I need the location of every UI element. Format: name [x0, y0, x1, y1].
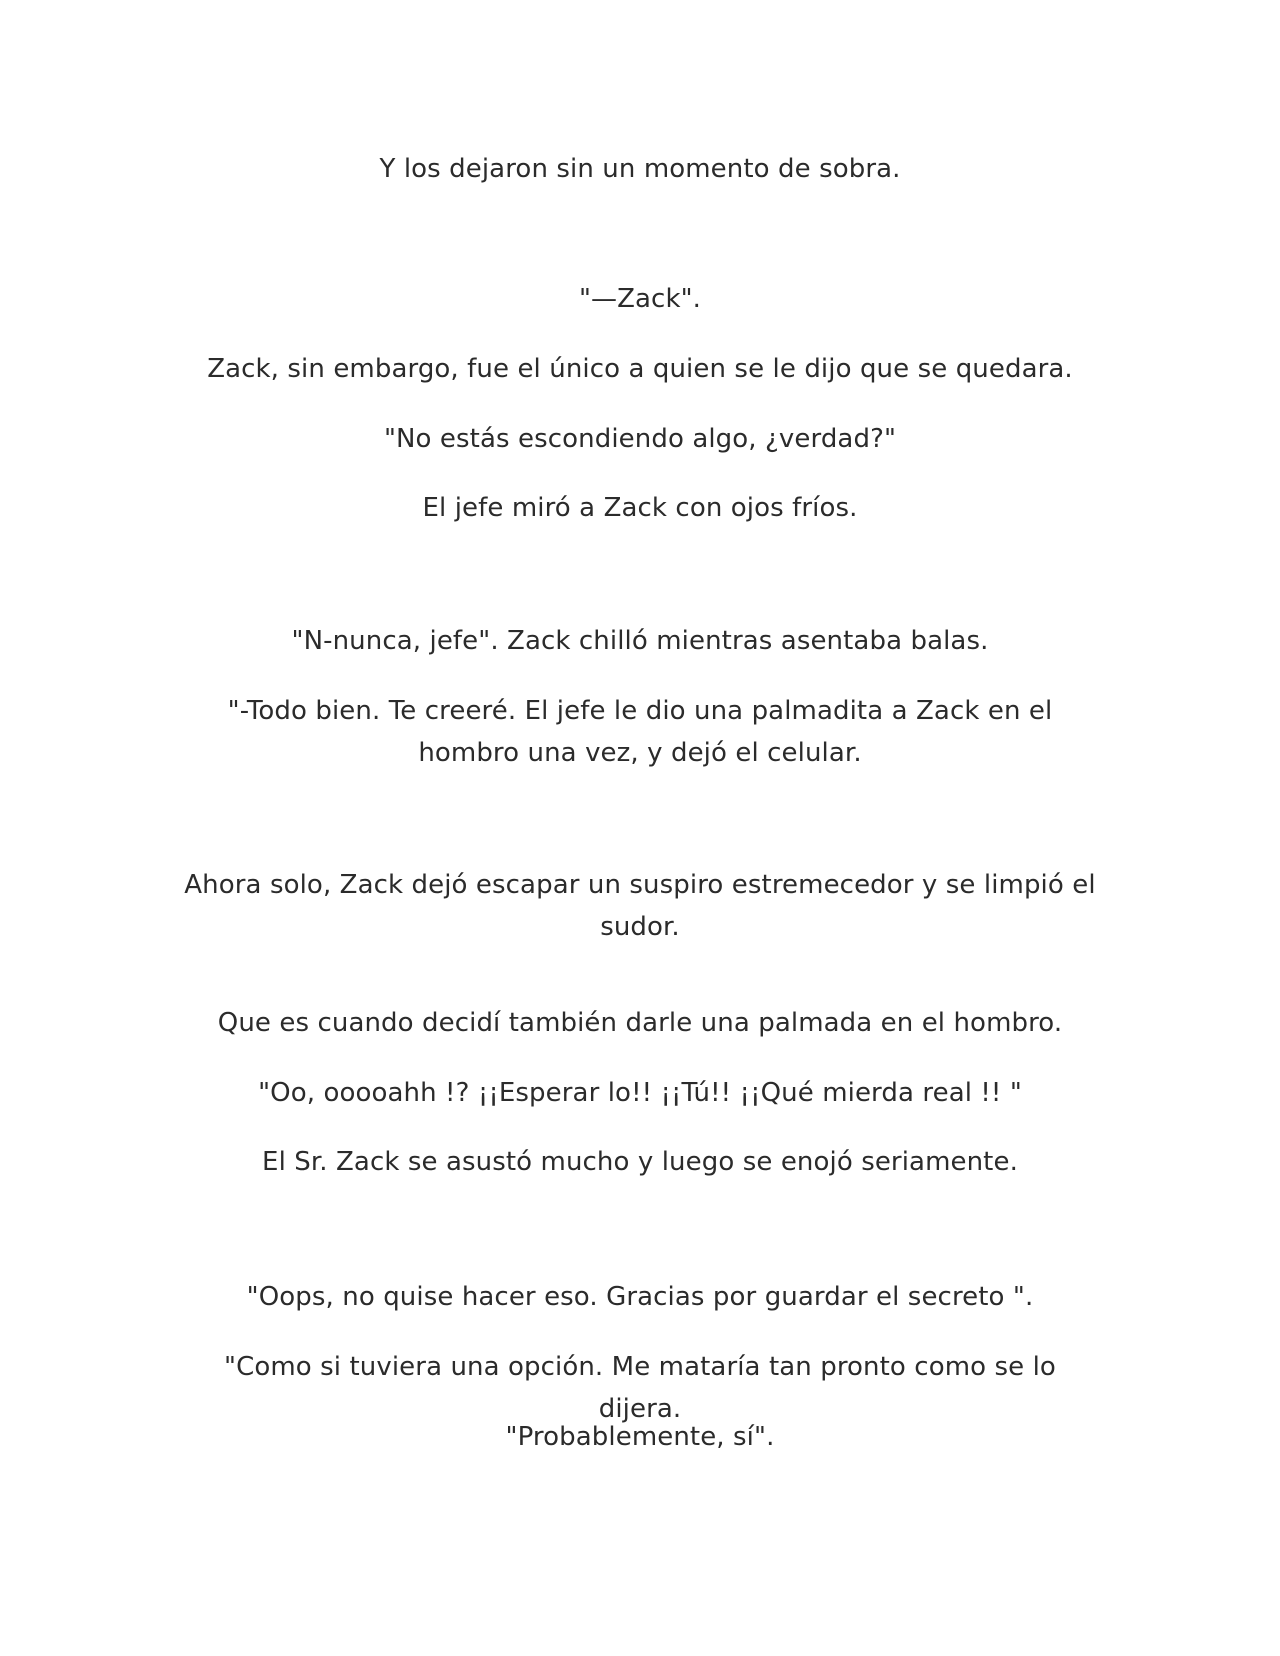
- paragraph-7: "-Todo bien. Te creeré. El jefe le dio una palmadita a Zack en el hombro una vez, y dejó el celular.: [227, 696, 1053, 768]
- paragraph-10: "Oo, ooooahh !? ¡¡Esperar lo!! ¡¡Tú!! ¡¡Qué mierda real !! ": [258, 1078, 1022, 1108]
- paragraph-13: "Como si tuviera una opción. Me mataría tan pronto como se lo dijera.: [224, 1352, 1056, 1424]
- paragraph-14: "Probablemente, sí".: [505, 1422, 775, 1452]
- paragraph-3: Zack, sin embargo, fue el único a quien se le dijo que se quedara.: [207, 354, 1073, 384]
- paragraph-12: "Oops, no quise hacer eso. Gracias por guardar el secreto ".: [246, 1282, 1034, 1312]
- paragraph-4: "No estás escondiendo algo, ¿verdad?": [383, 424, 897, 454]
- paragraph-11: El Sr. Zack se asustó mucho y luego se enojó seriamente.: [262, 1147, 1018, 1177]
- paragraph-1: Y los dejaron sin un momento de sobra.: [379, 154, 901, 184]
- paragraph-9: Que es cuando decidí también darle una palmada en el hombro.: [217, 1008, 1063, 1038]
- paragraph-6: "N-nunca, jefe". Zack chilló mientras asentaba balas.: [291, 626, 989, 656]
- paragraph-2: "—Zack".: [578, 284, 702, 314]
- paragraph-5: El jefe miró a Zack con ojos fríos.: [422, 493, 858, 523]
- paragraph-8: Ahora solo, Zack dejó escapar un suspiro estremecedor y se limpió el sudor.: [184, 870, 1096, 942]
